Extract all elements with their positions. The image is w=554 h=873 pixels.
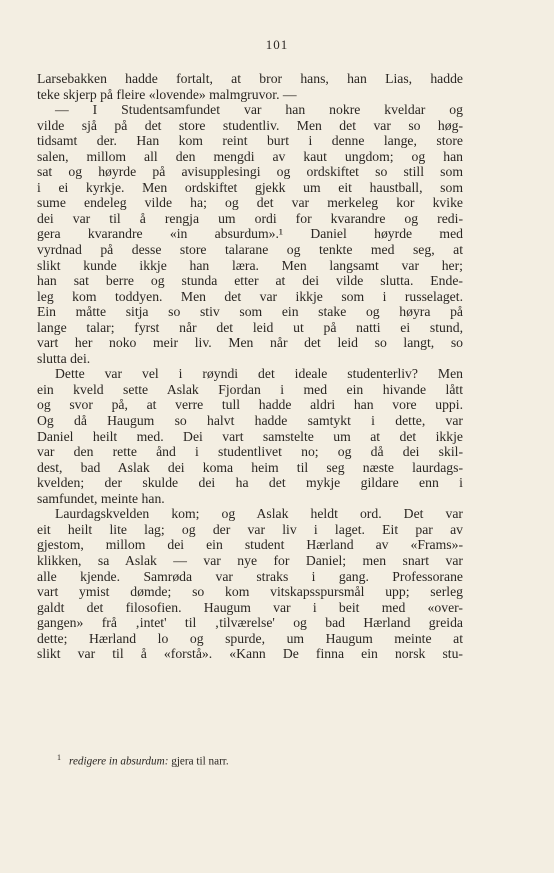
body-text — [37, 71, 463, 662]
footnote-term: redigere in absurdum: — [69, 755, 169, 768]
text-line: slutta dei. — [37, 350, 91, 366]
text-line: kvelden; der skulde dei ha det mykje gildare enn i — [37, 475, 463, 491]
text-line: Daniel heilt med. Dei vart samstelte um at det ikkje — [37, 428, 463, 444]
text-line: leg kom toddyen. Men det var ikkje som i russelaget. — [37, 288, 463, 304]
text-line: gera kvarandre «in absurdum».¹ Daniel høyrde med — [37, 226, 463, 242]
text-line: gjestom, millom dei ein student Hærland av «Frams»- — [37, 537, 463, 553]
footnote — [57, 751, 463, 769]
text-line: salen, millom all den mengdi av kaut ungdom; og han — [37, 148, 463, 164]
text-line: dest, bad Aslak dei koma heim til seg næste laurdags- — [37, 459, 463, 475]
text-line: han sat berre og stunda etter at dei vilde slutta. Ende- — [37, 273, 463, 289]
text-line: vilde sjå på det store studentliv. Men det var so høg- — [37, 117, 463, 133]
text-line: — I Studentsamfundet var han nokre kveldar og — [55, 102, 463, 118]
text-line: teke skjerp på fleire «lovende» malmgruvor. — — [37, 86, 297, 102]
text-line: eit heilt lite lag; og der var liv i laget. Eit par av — [37, 521, 463, 537]
page-number: 101 — [265, 37, 289, 52]
text-line: klikken, sa Aslak — var nye for Daniel; men snart var — [37, 552, 463, 568]
text-line: og svor på, at verre tull hadde aldri han vore uppi. — [37, 397, 463, 413]
text-line: slikt kunde ikkje han læra. Men langsamt var her; — [37, 257, 463, 273]
text-line: lange talar; fyrst når det leid ut på natti ei stund, — [37, 319, 463, 335]
text-line: vart her noko meir liv. Men når det leid so langt, so — [37, 335, 463, 351]
text-line: gangen» frå ‚intet' til ‚tilværelse' og bad Hærland greida — [37, 615, 463, 631]
text-line: alle kjende. Samrøda var straks i gang. Professorane — [37, 568, 463, 584]
text-line: sat og høyrde på avisupplesingi og ordskiftet so still som — [37, 164, 463, 180]
text-line: tidsamt der. Han kom reint burt i denne lange, store — [37, 133, 463, 149]
footnote-explanation: gjera til narr. — [171, 755, 229, 768]
text-line: ein kveld sette Aslak Fjordan i med ein hivande lått — [37, 381, 463, 397]
text-line: sume endeleg vilde ha; og det var merkeleg kor kvike — [37, 195, 463, 211]
text-line: samfundet, meinte han. — [37, 490, 165, 506]
text-line: Larsebakken hadde fortalt, at bror hans, han Lias, hadde — [37, 71, 463, 86]
text-line: vart ymist dømde; so kom vitskapsspursmål upp; serleg — [37, 584, 463, 600]
text-line: slikt var til å «forstå». «Kann De finna ein norsk stu- — [37, 646, 463, 662]
text-line: var den rette ånd i studentlivet no; og då dei skil- — [37, 444, 463, 460]
text-line: galdt det filosofien. Haugum var i beit med «over- — [37, 599, 463, 615]
text-line: Laurdagskvelden kom; og Aslak heldt ord. Det var — [55, 506, 463, 522]
text-line: dette; Hærland lo og spurde, um Haugum meinte at — [37, 630, 463, 646]
text-line: Ein måtte sitja so stiv som ein stake og høyra på — [37, 304, 463, 320]
text-line: dei var til å rengja um ordi for kvarandre og redi- — [37, 210, 463, 226]
footnote-marker: 1 — [57, 753, 61, 762]
text-line: Dette var vel i røyndi det ideale studenterliv? Men — [55, 366, 463, 382]
text-line: i ei kyrkje. Men ordskiftet gjekk um eit haustball, som — [37, 179, 463, 195]
text-line: vyrdnad på desse store talarane og tenkte med seg, at — [37, 242, 463, 258]
text-line: Og då Haugum so halvt hadde samtykt i dette, var — [37, 413, 463, 429]
